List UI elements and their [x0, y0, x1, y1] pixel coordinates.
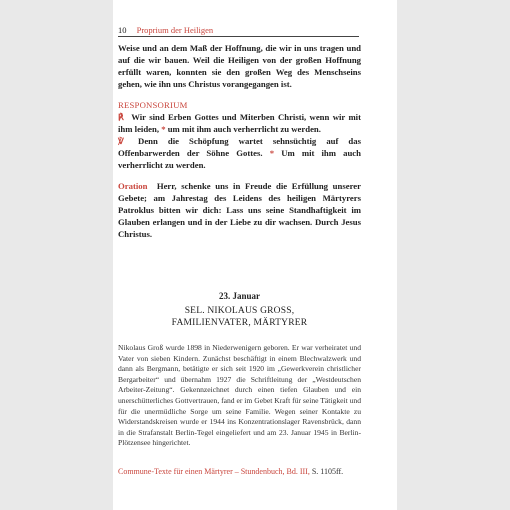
response-text-b: um mit ihm auch verherrlicht zu werden.	[167, 124, 321, 134]
reference-page: S. 1105ff.	[311, 467, 344, 476]
response-text-a: Wir sind Erben Gottes und Miterben Christi, wenn wir mit ihm leiden,	[118, 112, 361, 134]
page-number: 10	[118, 25, 127, 35]
star-marker: *	[269, 148, 275, 158]
book-page	[113, 0, 397, 510]
responsorium-versicle	[118, 135, 361, 171]
saint-biography: Nikolaus Groß wurde 1898 in Niederwenigern geboren. Er war verheiratet und Vater von sieben Kindern. Zunächst beschäftigt in einem Blechwalzwerk und dann als Bergmann, betätigte er sich seit 1920 im „Gewerkverein christlicher Bergarbeiter“ und übernahm 1927 die Schriftleitung der „Westdeutschen Arbeiter-Zeitung“. Gekennzeichnet durch einen tiefen Glauben und ein unerschütterliches Gottvertrauen, fand er im Gebet Kraft für seine Tätigkeit und für die unermüdliche Sorge um seine Familie. Wegen seiner Kontakte zu Widerstandskreisen wurde er 1944 ins Konzentrationslager Ravensbrück, dann in die Strafanstalt Berlin-Tegel eingeliefert und am 23. Januar 1945 in Berlin-Plötzensee hingerichtet.	[118, 343, 361, 448]
versicle-text-b: Um mit ihm auch verherrlicht zu werden.	[118, 148, 361, 170]
reference-red: Commune-Texte für einen Märtyrer – Stundenbuch, Bd. III,	[118, 467, 310, 476]
commune-reference	[118, 467, 361, 478]
saint-title-line1: SEL. NIKOLAUS GROSS,	[184, 306, 295, 316]
saint-title-line2: FAMILIENVATER, MÄRTYRER	[171, 318, 308, 328]
versicle-symbol: ℣	[118, 136, 124, 146]
page-header	[118, 26, 359, 37]
liturgy-body	[118, 42, 361, 240]
feast-date: 23. Januar	[218, 291, 260, 301]
oration-text: Herr, schenke uns in Freude die Erfüllung unserer Gebete; am Jahrestag des Leidens des heiligen Märtyrers Patroklus bitten wir dich: Lass uns seine Standhaftigkeit im Glauben erlangen und in der Liebe zu dir wachsen. Durch Jesus Christus.	[118, 181, 361, 239]
oration-label: Oration	[118, 181, 148, 191]
oration	[118, 180, 361, 240]
versicle-text-a: Denn die Schöpfung wartet sehnsüchtig auf das Offenbarwerden der Söhne Gottes.	[118, 136, 361, 158]
responsorium-response	[118, 111, 361, 135]
responsorium-label: RESPONSORIUM	[118, 100, 188, 110]
intro-paragraph: Weise und an dem Maß der Hoffnung, die wir in uns tragen und auf die wir bauen. Weil die Heiligen von der großen Hoffnung erfüllt waren, konnten sie den großen Weg des Menschseins gehen, wie ihn uns Christus vorangegangen ist.	[118, 43, 361, 89]
response-symbol: ℟	[118, 112, 124, 122]
running-title: Proprium der Heiligen	[136, 25, 214, 35]
star-marker: *	[161, 124, 166, 134]
saint-title	[118, 305, 361, 329]
